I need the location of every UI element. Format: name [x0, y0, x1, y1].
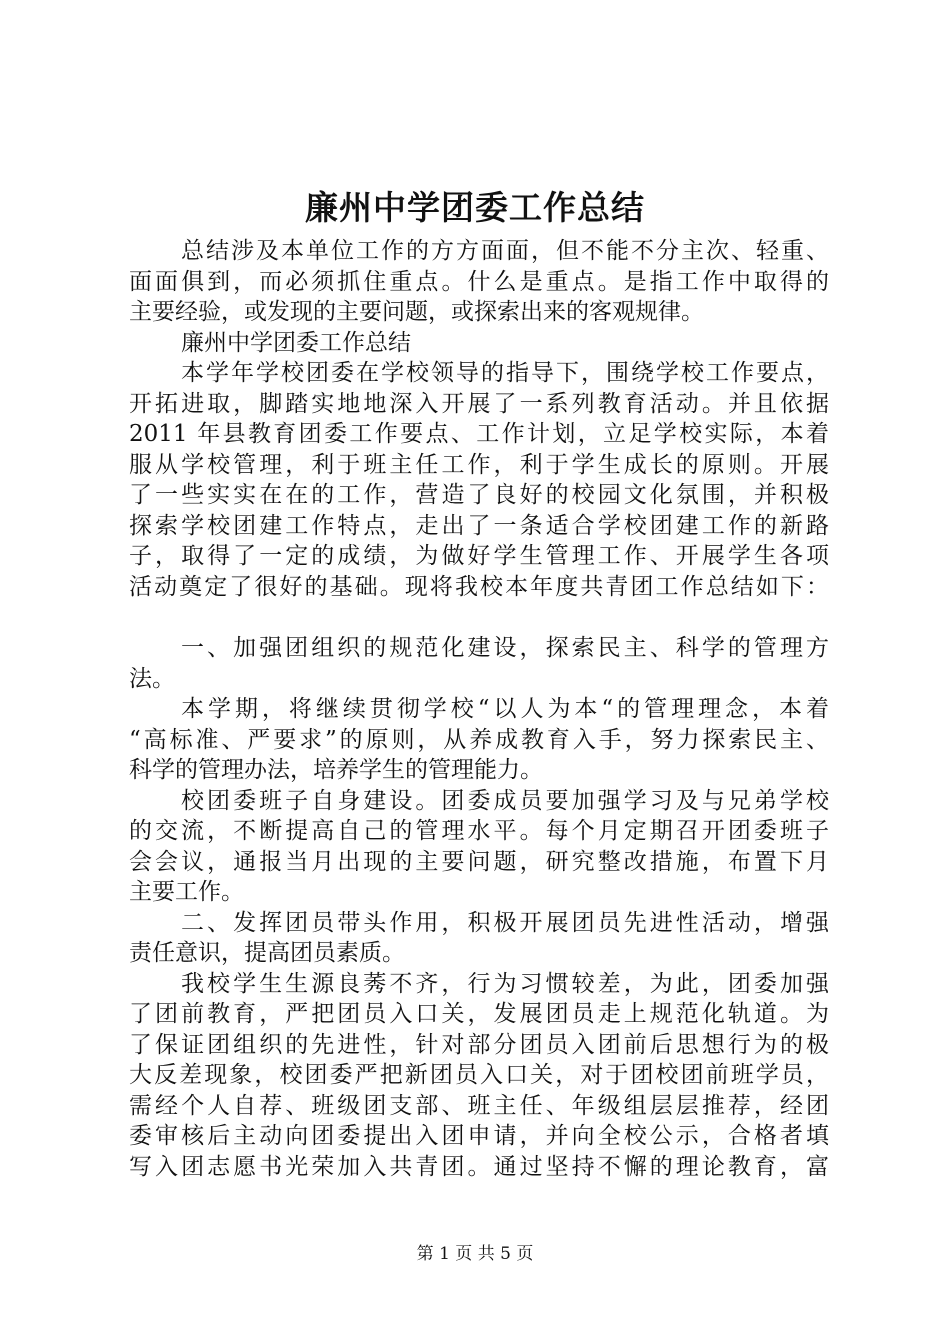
text-line: 一、加强团组织的规范化建设，探索民主、科学的管理方 [181, 635, 829, 661]
text-line: 主要经验，或发现的主要问题，或探索出来的客观规律。 [129, 299, 704, 325]
text-line: 科学的管理办法，培养学生的管理能力。 [129, 757, 543, 783]
document-body [129, 236, 829, 1182]
text-line: 活动奠定了很好的基础。现将我校本年度共青团工作总结如下： [129, 573, 829, 600]
text-line: 委审核后主动向团委提出入团申请，并向全校公示，合格者填 [129, 1123, 829, 1149]
text-line: 了团前教育，严把团员入口关，发展团员走上规范化轨道。为 [129, 1001, 829, 1027]
text-line: “高标准、严要求”的原则，从养成教育入手，努力探索民主、 [129, 726, 829, 753]
text-line: 探索学校团建工作特点，走出了一条适合学校团建工作的新路 [129, 512, 829, 539]
text-line: 责任意识，提高团员素质。 [129, 940, 405, 966]
text-line: 开拓进取，脚踏实地地深入开展了一系列教育活动。并且依据 [129, 390, 829, 417]
text-line: 了保证团组织的先进性，针对部分团员入团前后思想行为的极 [129, 1031, 829, 1058]
text-line: 总结涉及本单位工作的方方面面，但不能不分主次、轻重、 [181, 238, 829, 264]
text-line: 本学期，将继续贯彻学校“以人为本“的管理理念，本着 [181, 696, 829, 722]
text-line: 写入团志愿书光荣加入共青团。通过坚持不懈的理论教育，富 [129, 1153, 829, 1180]
text-line: 廉州中学团委工作总结 [181, 329, 411, 356]
text-line: 面面俱到，而必须抓住重点。什么是重点。是指工作中取得的 [129, 268, 829, 295]
text-line: 了一些实实在在的工作，营造了良好的校园文化氛围，并积极 [129, 482, 829, 508]
text-line: 我校学生生源良莠不齐，行为习惯较差，为此，团委加强 [181, 970, 829, 997]
text-line: 的交流，不断提高自己的管理水平。每个月定期召开团委班子 [129, 818, 829, 844]
paragraph-gap [129, 602, 829, 633]
text-line: 需经个人自荐、班级团支部、班主任、年级组层层推荐，经团 [129, 1092, 829, 1119]
text-line: 二、发挥团员带头作用，积极开展团员先进性活动，增强 [181, 909, 829, 936]
text-line: 子，取得了一定的成绩，为做好学生管理工作、开展学生各项 [129, 543, 829, 569]
page-footer: 第 1 页 共 5 页 [416, 1244, 534, 1264]
text-line: 2011 年县教育团委工作要点、工作计划，立足学校实际，本着 [129, 421, 829, 447]
text-line: 法。 [129, 665, 175, 692]
text-line: 大反差现象，校团委严把新团员入口关，对于团校团前班学员， [129, 1062, 829, 1088]
text-line: 会会议，通报当月出现的主要问题，研究整改措施，布置下月 [129, 848, 829, 875]
text-line: 主要工作。 [129, 879, 244, 905]
document-title: 廉州中学团委工作总结 [305, 188, 645, 227]
text-line: 本学年学校团委在学校领导的指导下，围绕学校工作要点， [181, 360, 829, 386]
text-line: 服从学校管理，利于班主任工作，利于学生成长的原则。开展 [129, 451, 829, 478]
text-line: 校团委班子自身建设。团委成员要加强学习及与兄弟学校 [181, 787, 829, 814]
